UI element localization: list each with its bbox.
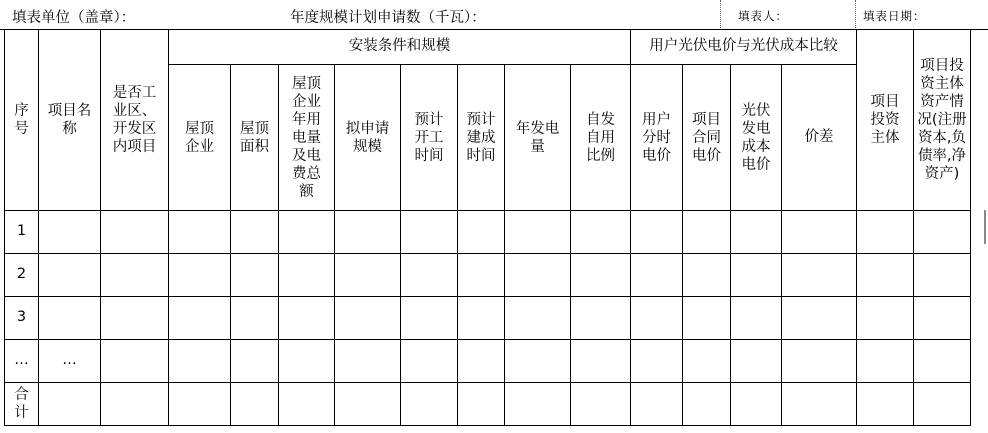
row-seq: 3 [5,297,39,340]
annual-scale-label: 年度规模计划申请数（千瓦）： [290,10,486,26]
table-row-total [5,383,971,426]
col-investor-assets: 项目投 资主体 资产情 况(注册 资本,负 债率,净 资产) [914,30,971,211]
col-seq: 序 号 [5,30,39,211]
table-row [5,340,971,383]
row-name [39,211,101,254]
col-in-zone: 是否工 业区、 开发区 内项目 [101,30,169,211]
row-seq: … [5,340,39,383]
col-roof-area: 屋顶 面积 [231,65,279,211]
col-investor: 项目 投资 主体 [857,30,914,211]
row-name [39,383,101,426]
col-annual-gen: 年发电 量 [505,65,571,211]
row-name: … [39,340,101,383]
row-name [39,297,101,340]
form-header [0,0,988,30]
col-start-time: 预计 开工 时间 [401,65,458,211]
application-table [4,29,971,426]
page-edge-marker [984,210,986,244]
filler-label: 填表人： [738,9,788,23]
col-roof-company: 屋顶 企业 [169,65,231,211]
col-contract-price: 项目 合同 电价 [683,65,731,211]
row-seq: 1 [5,211,39,254]
header-divider [720,0,721,30]
group-install-conditions: 安装条件和规模 [169,30,631,65]
header-divider [855,0,856,30]
col-pv-cost: 光伏 发电 成本 电价 [731,65,782,211]
row-total-label: 合 计 [5,383,39,426]
col-planned-scale: 拟申请 规模 [335,65,401,211]
table-row [5,297,971,340]
row-name [39,254,101,297]
table-row [5,211,971,254]
col-finish-time: 预计 建成 时间 [458,65,505,211]
fill-date-label: 填表日期： [863,9,926,23]
col-project-name: 项目名 称 [39,30,101,211]
group-price-comparison: 用户光伏电价与光伏成本比较 [631,30,857,65]
col-self-use: 自发 自用 比例 [571,65,631,211]
col-diff: 价差 [782,65,857,211]
col-tou-price: 用户 分时 电价 [631,65,683,211]
row-seq: 2 [5,254,39,297]
col-roof-usage: 屋顶 企业 年用 电量 及电 费总 额 [279,65,335,211]
table-row [5,254,971,297]
filling-unit-label: 填表单位（盖章）： [12,10,136,26]
